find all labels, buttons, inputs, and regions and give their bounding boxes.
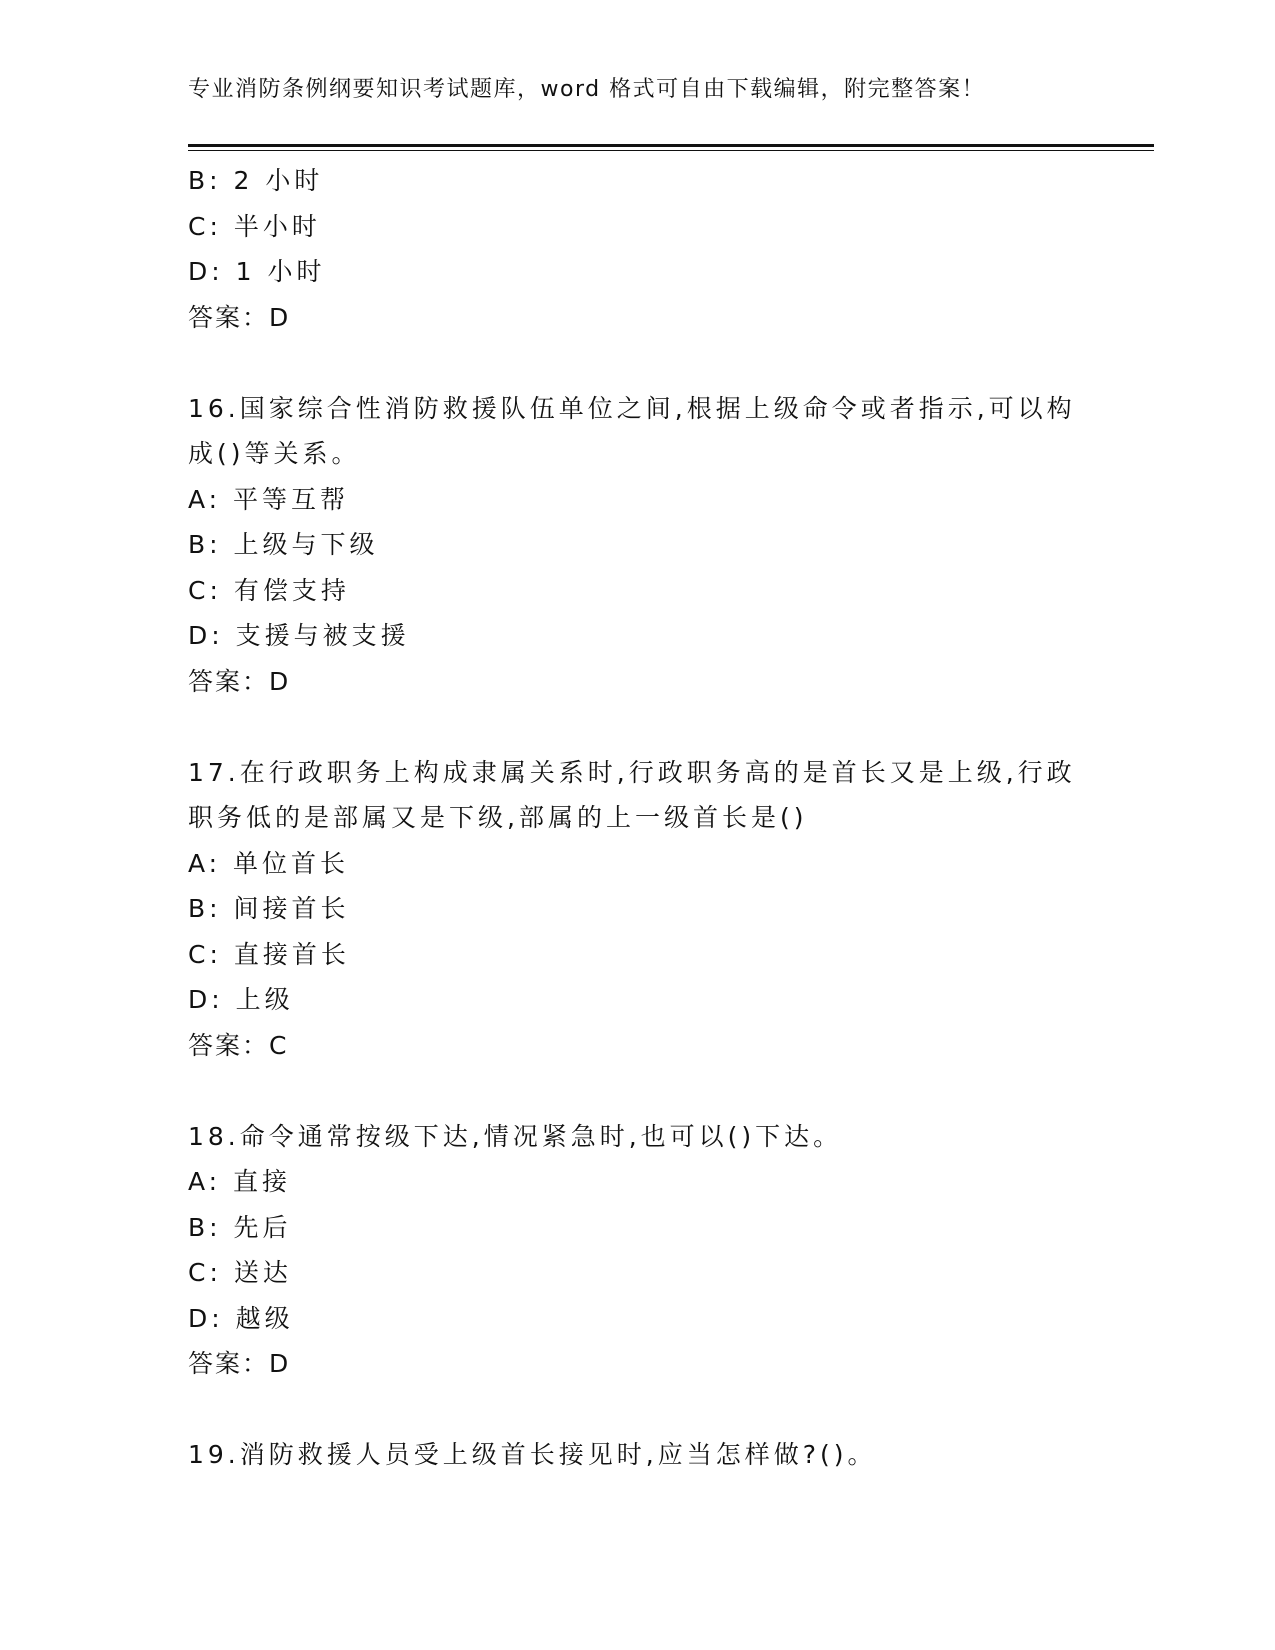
question-text-line: 职务低的是部属又是下级,部属的上一级首长是() [188,803,808,832]
option-b: B: 上级与下级 [188,530,379,559]
answer-label: 答案：C [188,1030,289,1060]
question-text-line: 成()等关系。 [188,439,361,468]
option-b: B: 先后 [188,1212,292,1242]
question-list [188,158,1088,1478]
question-19 [188,1432,1088,1478]
option-b: B: 2 小时 [188,166,324,195]
question-text-line: 17.在行政职务上构成隶属关系时,行政职务高的是首长又是上级,行政 [188,757,1076,787]
header-rule-thin [188,150,1154,151]
page-header: 专业消防条例纲要知识考试题库，word 格式可自由下载编辑，附完整答案！ [188,77,986,102]
option-a: A: 单位首长 [188,848,350,878]
option-a: A: 直接 [188,1167,292,1196]
option-d: D: 上级 [188,985,294,1014]
option-d: D: 1 小时 [188,257,326,286]
question-text-line: 19.消防救援人员受上级首长接见时,应当怎样做?()。 [188,1440,877,1469]
question-18 [188,1114,1088,1387]
option-c: C: 有偿支持 [188,575,350,605]
question-16 [188,386,1088,705]
option-d: D: 支援与被支援 [188,621,410,650]
option-c: C: 送达 [188,1258,292,1287]
question-text-line: 18.命令通常按级下达,情况紧急时,也可以()下达。 [188,1121,843,1151]
option-a: A: 平等互帮 [188,484,350,514]
question-text-line: 16.国家综合性消防救援队伍单位之间,根据上级命令或者指示,可以构 [188,393,1076,423]
option-d: D: 越级 [188,1303,294,1333]
question-15-continued [188,158,1088,340]
header-rule-thick [188,144,1154,147]
option-c: C: 半小时 [188,211,321,241]
question-17 [188,750,1088,1069]
answer-label: 答案：D [188,302,291,332]
option-b: B: 间接首长 [188,894,350,923]
answer-label: 答案：D [188,1349,291,1378]
option-c: C: 直接首长 [188,939,350,969]
answer-label: 答案：D [188,666,291,696]
